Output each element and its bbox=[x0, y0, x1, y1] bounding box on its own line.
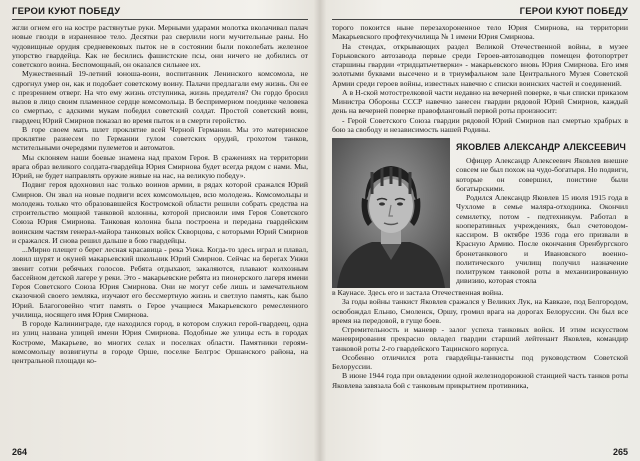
paragraph: в Каунасе. Здесь его и застала Отечественная война. bbox=[332, 288, 504, 297]
right-running-head: ГЕРОИ КУЮТ ПОБЕДУ bbox=[332, 6, 628, 20]
paragraph: В июне 1944 года при овладении одной железнодорожной станцией часть танков роты Яковлева завязала бой с танковым прикрытием противника, bbox=[332, 371, 628, 390]
portrait-illustration bbox=[332, 138, 450, 288]
paragraph: Подвиг героя вдохновил нас только воинов армии, в рядах которой сражался Юрий Смирнов. Он звал на новые подвиги всех комсомольцев, всю молодежь. Комсомольцы и молодежь только что образовавшейся Костромской области решили собрать средства на строительство мощной танковой колонны, которой присвоили имя Героя Советского Союза Юрия Смирнова. Танковая колонна была построена и передана гвардейским воинским частям генерал-майора танковых войск Скворцова, с которыми Юрий Смирнов и сражался. И снова решил дальше в бою гвардейцы. bbox=[12, 180, 308, 245]
left-running-head: ГЕРОИ КУЮТ ПОБЕДУ bbox=[12, 6, 308, 20]
paragraph: Мужественный 19-летний юноша-воин, воспитанник Ленинского комсомола, не сдрогнул умер он, как и подобает советскому воину. Палачи предлагали ему жизнь. Он ее с презрением отверг. На что ему жизнь отступника, жизнь предателя? Он гордо бросил вызов в лицо своим пламенное сердце комсомольца. В беспримерном поединке человека со смертью, с адскими мукам победил советский солдат. Простой советский воин, гвардеец Юрий Смирнов показал во время пыток и в смерти геройство. bbox=[12, 69, 308, 125]
right-page-number: 265 bbox=[612, 447, 628, 457]
paragraph: - Герой Советского Союза гвардии рядовой Юрий Смирнов пал смертью храбрых в бою за свободу и независимость нашей Родины. bbox=[332, 115, 628, 134]
paragraph: А в Н-ской мотострелковой части недавно на вечерней поверке, в чьи списки приказом Министра Обороны СССР навечно занесен гвардии рядовой Юрий Смирнов, каждый день на вечерней поверке правофланговый первой роты произносит: bbox=[332, 87, 628, 116]
paragraph: В горе своем мать шлет проклятие всей Черной Германии. Мы это материнское проклятие разнесем по Германии гулом советских орудий, грохотом танков, мстительными очередями пулеметов и автоматов. bbox=[12, 124, 308, 153]
paragraph: торого покоится ныне перезахороненное тело Юрия Смирнова, на территории Макарьевского профтехучилища № 1 имени Юрия Смирнова. bbox=[332, 23, 628, 42]
left-page-number: 264 bbox=[12, 447, 28, 457]
right-body-text-bottom bbox=[332, 288, 628, 390]
portrait-photo bbox=[332, 138, 450, 288]
paragraph: ...Мирно плещет о берег лесная красавица - река Унжа. Когда-то здесь играл и плавал, ловил шурят и окуней макарьевский школьник Юрий Смирнов. Сейчас на берегах Унжи звенит сотни ребячьих голосов. Ребята отдыхают, закаляются, плавают колхозным бассейном детской лагере у реки. Это - макарьевские ребята из пионерского лагеря имени Героя Советского Союза Юрия Смирнова. Они не могут себе лишь и замечательном сказочной своего земляка, изучают его бессмертную жизнь и светлую память, как было Юрий. Благоговейно чтит память о Герое учащиеся Макарьевского ремесленного училища, носящего имя Юрия Смирнова. bbox=[12, 245, 308, 319]
biography-beside-text bbox=[456, 156, 628, 286]
paragraph: жгли огнем его на костре растянутые руки. Мерными ударами молотка вколачивал палач новые гвозди в израненное тело. Десятки раз сверлили ноги мучительные раны. Но чудовищные орудия средневековых пыток не в состоянии были поколебать железное упорство гвардейца. Как не бесились фашистские псы, они ничего не добились от советского воина. Беспомощный, он оказался сильнее их. bbox=[12, 23, 308, 69]
left-body-text bbox=[12, 23, 308, 365]
paragraph: Особенно отличился рота гвардейцы-танкисты под руководством Советской Белоруссии. bbox=[332, 352, 628, 371]
biography-section bbox=[332, 138, 628, 288]
right-page bbox=[322, 0, 640, 461]
biography-heading: ЯКОВЛЕВ АЛЕКСАНДР АЛЕКСЕЕВИЧ bbox=[456, 142, 626, 152]
left-page bbox=[0, 0, 318, 461]
paragraph: Родился Александр Яковлев 15 июля 1915 года в Чухломе в семье маляра-отходника. Окончил семилетку, потом - педтехникум. Работал в кооперативных учреждениях, был счетоводом-кассиром. В октябре 1936 года его призвали в Красную Армию. После окончания Оренбургского бронетанкового и Ивановского военно-политического училищ получил назначение политруком танковой роты в механизированную дивизию, которая стояла bbox=[456, 193, 628, 286]
paragraph: Офицер Александр Алексеевич Яковлев внешне совсем не был похож на чудо-богатыря. Но подвиги, которые он совершил, поистине были богатырскими. bbox=[456, 156, 628, 193]
biography-text-column bbox=[456, 138, 628, 288]
paragraph: На стендах, открывающих раздел Великой Отечественной войны, в музее Горьковского автозавода первые среди Героев-автозаводцев помещен фотопортрет старшины гвардии «тридцатьчетверки» - макарьевского вновь Юрия Смирнова. Его имя золотыми буквами высечено и в триумфальном зале Центрального Музея Советской Армии среди героев войны, известных навечно с списки воинских частей и соединений. bbox=[332, 41, 628, 88]
paragraph: За годы войны танкист Яковлев сражался у Великих Лук, на Кавказе, под Белгородом, освобождал Ельню, Смоленск, Оршу, громил врага на дорогах Белоруссии. Он был все время на передовой, в гуще боев. bbox=[332, 297, 628, 325]
paragraph: Мы склоняем наши боевые знамена над прахом Героя. В сражениях на территории врага образ великого солдата-гвардейца Юрия Смирнова будет всегда рядом с нами. Мы, Юрий, не будет направлять оружие живые на нас, на великую победу». bbox=[12, 152, 308, 180]
paragraph: В городе Калининграде, где находился город, в котором служил герой-гвардеец, одна из улиц названа улицей имени Юрия Смирнова. Подобные же улицы есть в городах Костроме, Макарьеве, во многих селах и поселках области. Памятники героям-комсомольцу возвигнуты в городе Орше, поселке Белгрэс Оршанского района, на центральной площади ко- bbox=[12, 319, 308, 365]
paragraph: Стремительность и маневр - залог успеха танковых войск. И этим искусством маневрирования прекрасно овладел гвардии старший лейтенант Яковлев, командир танковой роты 2-го гвардейского Тацинского корпуса. bbox=[332, 325, 628, 353]
right-body-text-top bbox=[332, 23, 628, 134]
